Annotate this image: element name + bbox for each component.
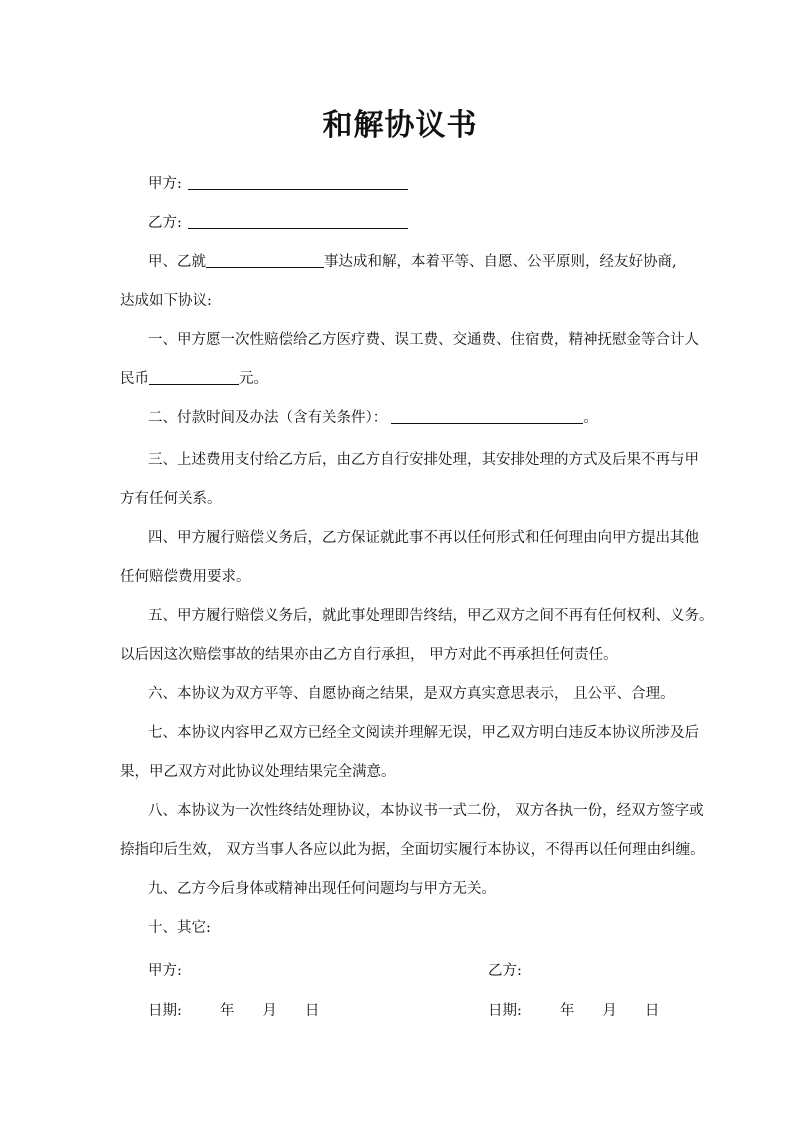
intro-line-1: [120, 250, 718, 274]
signature-date-a: [148, 999, 319, 1023]
amount-blank: [149, 368, 239, 385]
payment-blank: [391, 407, 583, 424]
clause-1-prefix: 民币: [120, 371, 149, 387]
date-a-month: 月: [262, 1003, 277, 1019]
clause-2-suffix: 。: [583, 410, 598, 426]
date-b-year: 年: [559, 1003, 575, 1019]
signature-date-b: [488, 999, 659, 1023]
clause-4-line-2: 任何赔偿费用要求。: [120, 569, 251, 585]
clause-8-line-1: 八、本协议为一次性终结处理协议，本协议书一式二份， 双方各执一份，经双方签字或: [148, 803, 704, 819]
party-a-blank: [188, 173, 408, 190]
clause-7-line-2: 果，甲乙双方对此协议处理结果完全满意。: [120, 764, 396, 780]
clause-3-line-2: 方有任何关系。: [120, 491, 222, 507]
clause-9-line-1: 九、乙方今后身体或精神出现任何问题均与甲方无关。: [148, 881, 496, 897]
intro-suffix: 事达成和解，本着平等、自愿、公平原则，经友好协商,: [324, 254, 677, 270]
intro-prefix: 甲、乙就: [148, 254, 206, 270]
clause-1-suffix: 元。: [239, 371, 268, 387]
clause-8-line-2: 捺指印后生效， 双方当事人各应以此为据，全面切实履行本协议，不得再以任何理由纠缠。: [120, 842, 705, 858]
clause-1-line-1: 一、甲方愿一次性赔偿给乙方医疗费、误工费、交通费、住宿费，精神抚慰金等合计人: [148, 332, 699, 348]
intro-line-2: 达成如下协议:: [120, 293, 212, 309]
clause-3-line-1: 三、上述费用支付给乙方后，由乙方自行安排处理，其安排处理的方式及后果不再与甲: [148, 452, 699, 468]
date-a-label: 日期:: [148, 1003, 182, 1019]
party-a-label: 甲方:: [148, 176, 182, 192]
clause-2-line: [120, 406, 718, 430]
date-a-day: 日: [304, 1003, 320, 1019]
party-b-blank: [188, 212, 408, 229]
intro-blank: [206, 251, 324, 268]
clause-10-line-1: 十、其它:: [148, 920, 211, 936]
date-b-month: 月: [602, 1003, 617, 1019]
clause-5-line-2: 以后因这次赔偿事故的结果亦由乙方自行承担， 甲方对此不再承担任何责任。: [120, 647, 618, 663]
party-b-label: 乙方:: [148, 215, 182, 231]
party-b-line: [120, 211, 718, 235]
party-a-line: [120, 172, 718, 196]
document-title: 和解协议书: [322, 108, 478, 143]
date-b-label: 日期:: [488, 1003, 522, 1019]
clause-6-line-1: 六、本协议为双方平等、自愿协商之结果，是双方真实意思表示， 且公平、合理。: [148, 686, 675, 702]
clause-2-prefix: 二、付款时间及办法（含有关条件）：: [148, 410, 388, 426]
signature-party-b-label: 乙方:: [488, 963, 522, 979]
date-a-year: 年: [219, 1003, 235, 1019]
clause-5-line-1: 五、甲方履行赔偿义务后，就此事处理即告终结，甲乙双方之间不再有任何权利、义务。: [148, 608, 714, 624]
clause-1-line-2: [120, 367, 690, 391]
clause-7-line-1: 七、本协议内容甲乙双方已经全文阅读并理解无误，甲乙双方明白违反本协议所涉及后: [148, 725, 699, 741]
signature-party-a-label: 甲方:: [148, 963, 182, 979]
clause-4-line-1: 四、甲方履行赔偿义务后，乙方保证就此事不再以任何形式和任何理由向甲方提出其他: [148, 530, 699, 546]
date-b-day: 日: [644, 1003, 660, 1019]
